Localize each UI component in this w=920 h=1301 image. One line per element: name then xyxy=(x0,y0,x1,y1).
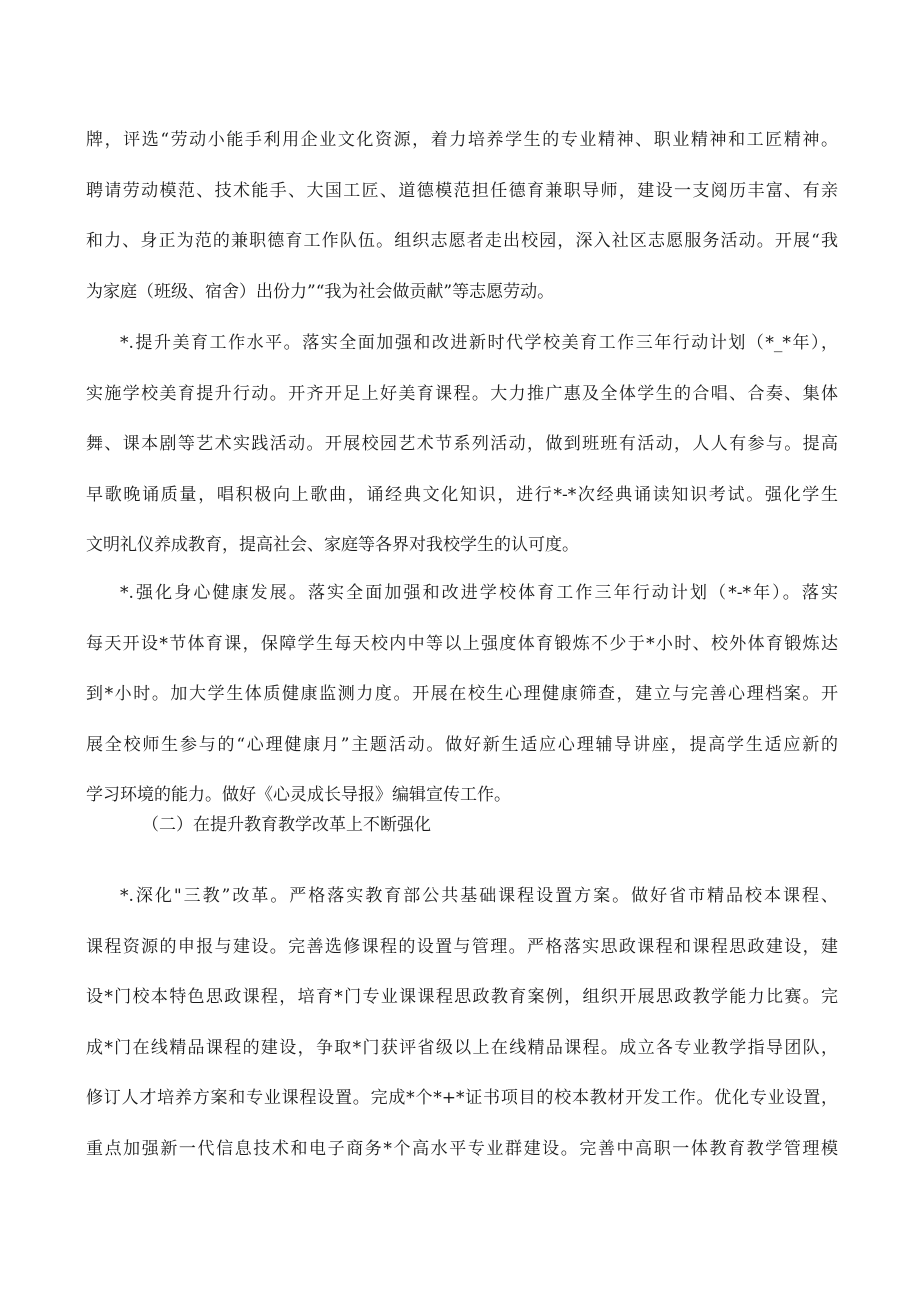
text-line: 课程资源的申报与建设。完善选修课程的设置与管理。严格落实思政课程和课程思政建设，建 xyxy=(86,936,838,957)
text-line: 展全校师生参与的“心理健康月”主题活动。做好新生适应心理辅导讲座，提高学生适应新的 xyxy=(86,734,838,755)
text-line: 和力、身正为范的兼职德育工作队伍。组织志愿者走出校园，深入社区志愿服务活动。开展“我 xyxy=(86,231,838,251)
paragraph-aesthetic-education xyxy=(86,318,838,571)
text-line: *.深化"三教”改革。严格落实教育部公共基础课程设置方案。做好省市精品校本课程、 xyxy=(120,886,838,906)
paragraph-teaching-reform xyxy=(86,871,838,1174)
text-line: 舞、课本剧等艺术实践活动。开展校园艺术节系列活动，做到班班有活动，人人有参与。提高 xyxy=(86,434,838,454)
text-line: 文明礼仪养成教育，提高社会、家庭等各界对我校学生的认可度。 xyxy=(86,535,579,555)
text-line: 设*门校本特色思政课程，培育*门专业课课程思政教育案例，组织开展思政教学能力比赛。完 xyxy=(86,987,838,1007)
text-line: 实施学校美育提升行动。开齐开足上好美育课程。大力推广惠及全体学生的合唱、合奏、集体 xyxy=(86,383,838,404)
text-line: 聘请劳动模范、技术能手、大国工匠、道德模范担任德育兼职导师，建设一支阅历丰富、有亲 xyxy=(86,180,838,201)
text-line: *.提升美育工作水平。落实全面加强和改进新时代学校美育工作三年行动计划（*_*年）， xyxy=(120,333,838,353)
text-line: 到*小时。加大学生体质健康监测力度。开展在校生心理健康筛查，建立与完善心理档案。开 xyxy=(86,684,838,704)
text-line: 早歌晚诵质量，唱积极向上歌曲，诵经典文化知识，进行*-*次经典诵读知识考试。强化学生 xyxy=(86,484,838,505)
text-line: 重点加强新一代信息技术和电子商务*个高水平专业群建设。完善中高职一体教育教学管理模 xyxy=(86,1138,838,1159)
text-line: 学习环境的能力。做好《心灵成长导报》编辑宣传工作。 xyxy=(86,785,511,805)
text-line: 成*门在线精品课程的建设，争取*门获评省级以上在线精品课程。成立各专业教学指导团队， xyxy=(86,1037,838,1058)
paragraph-physical-mental-health xyxy=(86,568,838,821)
text-line: 修订人才培养方案和专业课程设置。完成*个*+*证书项目的校本教材开发工作。优化专业设置， xyxy=(86,1088,838,1108)
text-line: 为家庭（班级、宿舍）出份力”“我为社会做贡献”等志愿劳动。 xyxy=(86,281,555,302)
text-line: *.强化身心健康发展。落实全面加强和改进学校体育工作三年行动计划（*-*年）。落实 xyxy=(120,583,838,603)
section-heading: （二）在提升教育教学改革上不断强化 xyxy=(142,815,431,835)
paragraph-labor-education xyxy=(86,115,838,317)
text-line: 牌，评选“劳动小能手利用企业文化资源，着力培养学生的专业精神、职业精神和工匠精神。 xyxy=(86,130,838,150)
text-line: 每天开设*节体育课，保障学生每天校内中等以上强度体育锻炼不少于*小时、校外体育锻炼达 xyxy=(86,633,838,654)
